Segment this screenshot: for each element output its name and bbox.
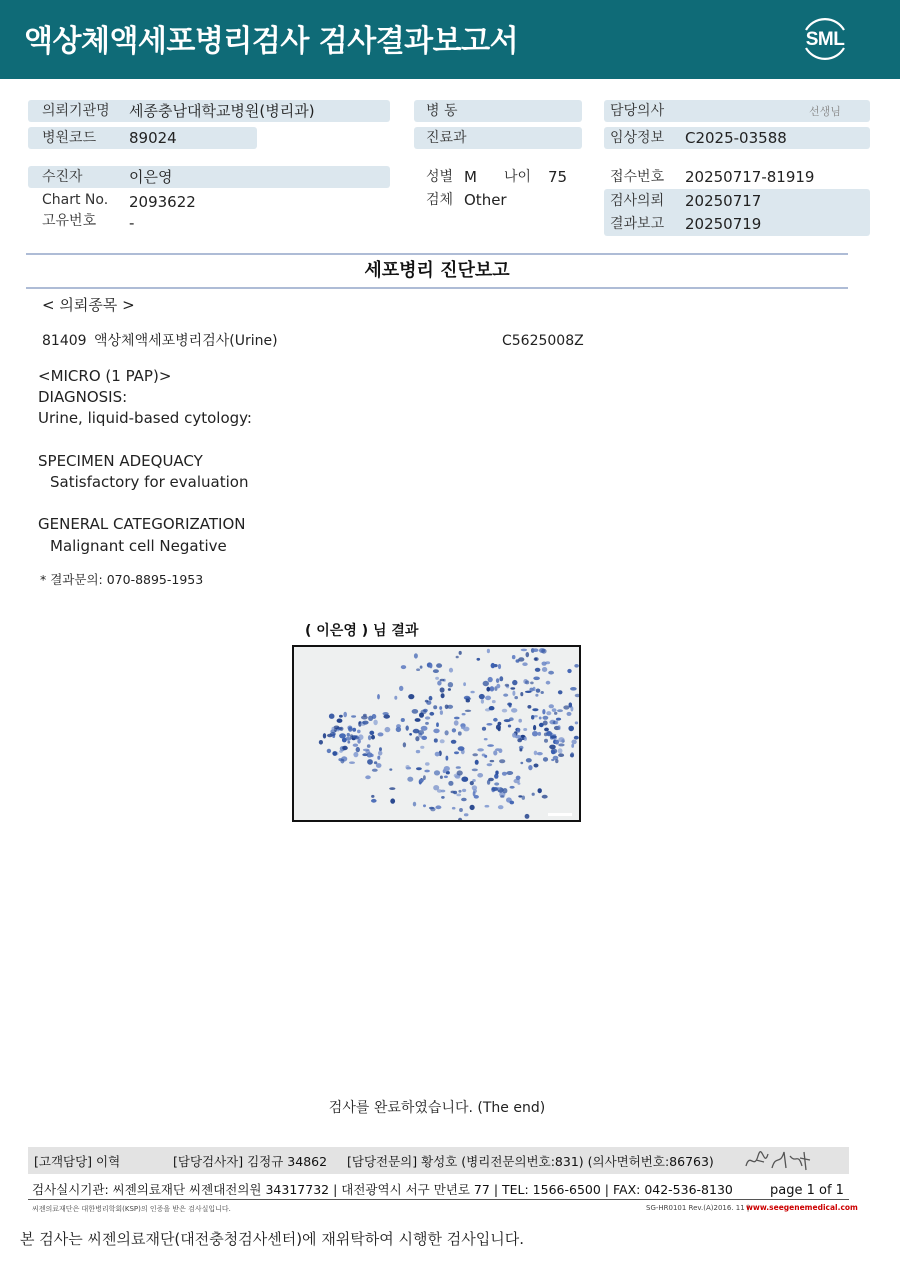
test-code: 81409 [42,333,87,349]
logo-text: SML [805,29,845,50]
contact-line: * 결과문의: 070-8895-1953 [40,572,204,587]
tester: [담당검사자] 김정규 34862 [173,1154,328,1169]
adequacy-heading: SPECIMEN ADEQUACY [38,452,203,470]
clinical-info-value: C2025-03588 [685,129,787,147]
specimen-value: Other [464,191,507,209]
hospital-code-label: 병원코드 [42,130,97,146]
page-indicator: page 1 of 1 [770,1183,844,1198]
adequacy-text: Satisfactory for evaluation [50,473,249,491]
sex-value: M [464,168,477,186]
test-ref: C5625008Z [502,333,584,349]
unique-id-value: - [129,214,135,232]
section-bottom-rule [26,287,848,289]
diagnosis-text: Urine, liquid-based cytology: [38,409,252,427]
requesting-org-label: 의뢰기관명 [42,103,110,119]
chart-no-label: Chart No. [42,192,109,208]
request-date-label: 검사의뢰 [610,193,665,209]
categorization-text: Malignant cell Negative [50,537,227,555]
website: www.seegenemedical.com [746,1203,858,1212]
report-title: 액상체액세포병리검사 검사결과보고서 [24,24,519,59]
image-caption: ( 이은영 ) 님 결과 [305,623,419,639]
receipt-no-value: 20250717-81919 [685,168,815,186]
sex-label: 성별 [426,169,454,185]
test-name: 액상체액세포병리검사(Urine) [94,333,278,349]
receipt-no-label: 접수번호 [610,169,665,185]
sml-logo [798,12,852,66]
diagnosis-heading: DIAGNOSIS: [38,388,128,406]
request-date-value: 20250717 [685,192,762,210]
hospital-code-value: 89024 [129,129,177,147]
specimen-label: 검체 [426,192,454,208]
clinical-info-label: 임상정보 [610,130,665,146]
department-label: 진료과 [426,130,467,146]
bottom-note: 본 검사는 씨젠의료재단(대전충청검사센터)에 재위탁하여 시행한 검사입니다. [20,1230,524,1248]
cytology-image [292,645,581,822]
footer-rule [28,1199,849,1200]
patient-value: 이은영 [129,168,173,186]
section-title: 세포병리 진단보고 [364,260,510,281]
signature [742,1146,816,1174]
doctor-label: 담당의사 [610,103,665,119]
micro-line: <MICRO (1 PAP)> [38,367,172,385]
section-top-rule [26,253,848,255]
specialist: [담당전문의] 황성호 (병리전문의번호:831) (의사면허번호:86763) [347,1154,714,1169]
report-date-value: 20250719 [685,215,762,233]
customer-contact: [고객담당] 이혁 [34,1154,121,1169]
ward-label: 병 동 [426,103,458,119]
institution-line: 검사실시기관: 씨젠의료재단 씨젠대전의원 34317732 | 대전광역시 서구 만년로 77 | TEL: 1566-6500 | FAX: 042-536-8130 [32,1182,733,1197]
requesting-org-value: 세종충남대학교병원(병리과) [129,102,315,120]
age-label: 나이 [504,169,532,185]
request-items-heading: < 의뢰종목 > [42,296,135,314]
form-code: SG-HR0101 Rev.(A)2016. 11 | [646,1204,750,1212]
patient-label: 수진자 [42,169,83,185]
end-text: 검사를 완료하였습니다. (The end) [328,1100,546,1116]
certification-note: 씨젠의료재단은 대한병리학회(KSP)의 인증을 받은 검사실입니다. [32,1205,231,1213]
categorization-heading: GENERAL CATEGORIZATION [38,515,246,533]
chart-no-value: 2093622 [129,193,196,211]
unique-id-label: 고유번호 [42,213,97,229]
doctor-suffix: 선생님 [809,105,841,118]
age-value: 75 [548,168,568,186]
report-date-label: 결과보고 [610,216,665,232]
header-bar [0,0,900,79]
